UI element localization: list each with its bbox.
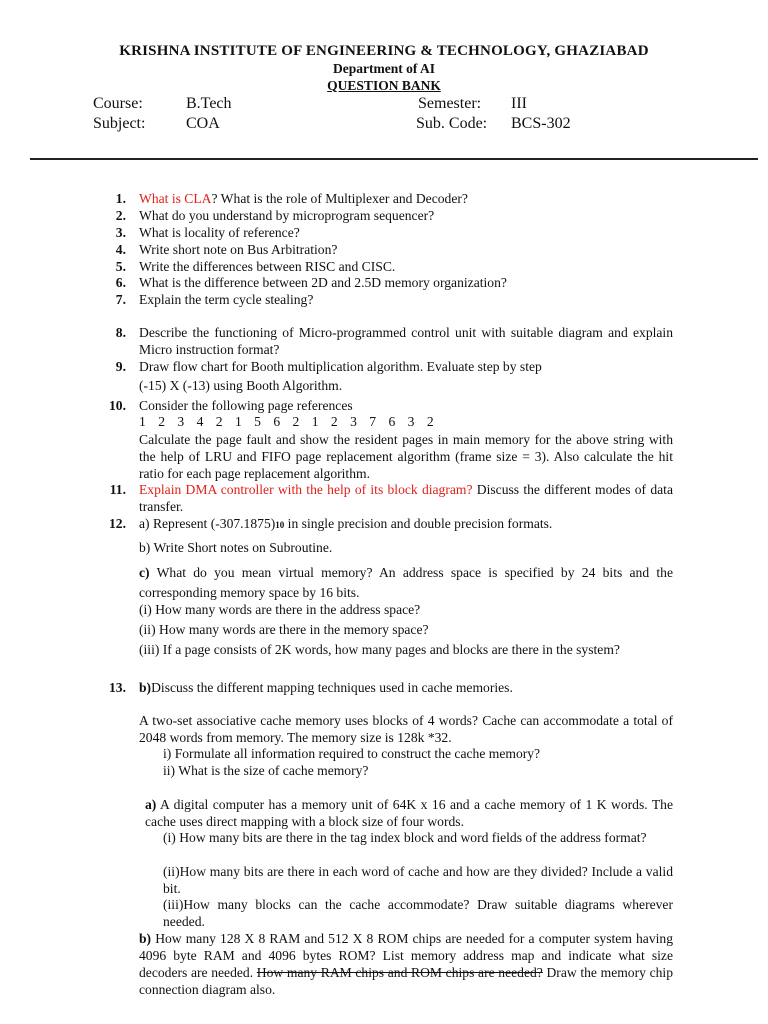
question-13-part-ii: ii) What is the size of cache memory? [163,763,369,778]
page-reference-string [139,413,446,430]
course-label: Course: [93,95,143,112]
question-number: 8. [115,325,126,340]
question-text: Discuss the different mapping techniques used in cache memories. [151,680,513,695]
question-8: Describe the functioning of Micro-programmed control unit with suitable diagram and explain Micro instruction format? [139,325,673,357]
question-13a-ii: (ii)How many bits are there in each word of cache and how are they divided? Include a valid bit. [163,864,673,896]
question-1 [139,190,468,207]
question-13a-iii: (iii)How many blocks can the cache accommodate? Draw suitable diagrams wherever needed. [163,897,673,929]
subcode-label: Sub. Code: [416,115,488,132]
page-ref: 1 [139,414,146,429]
sub-label: b) [139,931,152,946]
page-ref: 2 [426,414,434,429]
page-ref: 1 [234,414,242,429]
question-text: a) Represent (-307.1875) [139,516,276,531]
question-text: in single precision and double precision formats. [284,516,553,531]
page-ref: 2 [158,414,165,429]
question-4: Write short note on Bus Arbitration? [139,242,338,257]
question-10-text: Calculate the page fault and show the resident pages in main memory for the above string with the help of LRU and FIFO page replacement algorithm (frame size = 3). Also calculate the hit ratio for each page replacement algorithm. [139,432,673,481]
semester-value: III [511,95,527,112]
question-2: What do you understand by microprogram sequencer? [139,208,435,223]
question-12c-i: (i) How many words are there in the address space? [139,602,421,617]
question-12c-ii: (ii) How many words are there in the memory space? [139,622,429,637]
course-value: B.Tech [186,95,232,112]
question-text: How many 128 X 8 RAM and 512 X 8 ROM chips are needed for a computer system having 4096 byte RAM and 4096 bytes ROM? List memory address map and indicate what size decoders are needed. [139,931,673,980]
highlighted-text: What is CLA [139,191,212,206]
struck-text: How many RAM chips and ROM chips are needed? [256,965,543,980]
question-number: 9. [115,359,126,374]
question-7: Explain the term cycle stealing? [139,292,314,307]
question-9-line-1: Draw flow chart for Booth multiplication algorithm. Evaluate step by step [139,359,542,374]
question-number: 13. [109,680,126,695]
page-ref: 6 [388,414,396,429]
question-text: What do you mean virtual memory? An address space is specified by 24 bits and the corresponding memory space by 16 bits. [139,565,673,600]
question-12b: b) Write Short notes on Subroutine. [139,540,333,555]
page-ref: 6 [273,414,281,429]
header-divider [30,158,758,160]
page-ref: 3 [177,414,185,429]
question-3: What is locality of reference? [139,225,300,240]
question-6: What is the difference between 2D and 2.5D memory organization? [139,275,507,290]
question-number: 3. [115,225,126,240]
question-text: ? What is the role of Multiplexer and Decoder? [211,191,468,206]
question-number: 6. [115,275,126,290]
question-13-part-i: i) Formulate all information required to construct the cache memory? [163,746,541,761]
question-number: 10. [109,398,126,413]
subject-value: COA [186,115,220,132]
question-13a-i: (i) How many bits are there in the tag index block and word fields of the address format? [163,830,647,845]
question-12a [139,515,552,534]
question-13-b2 [139,930,673,998]
question-text: A digital computer has a memory unit of 64K x 16 and a cache memory of 1 K words. The cache uses direct mapping with a block size of four words. [145,797,673,829]
subject-label: Subject: [93,115,146,132]
institute-name: KRISHNA INSTITUTE OF ENGINEERING & TECHNOLOGY, GHAZIABAD [119,43,649,59]
page-ref: 1 [311,414,319,429]
page-ref: 4 [196,414,204,429]
page-ref: 2 [215,414,223,429]
question-text: Draw the memory chip connection diagram also. [139,965,673,997]
question-5: Write the differences between RISC and CISC. [139,259,396,274]
page-ref: 2 [330,414,338,429]
page-ref: 7 [369,414,377,429]
question-number: 2. [115,208,126,223]
question-9-line-2: (-15) X (-13) using Booth Algorithm. [139,378,343,393]
question-13a [145,796,673,830]
sub-label: c) [139,565,150,580]
question-10-intro: Consider the following page references [139,398,353,413]
question-11 [139,481,673,515]
page-ref: 5 [254,414,261,429]
page-ref: 3 [350,414,357,429]
sub-label: a) [145,797,157,812]
question-number: 4. [115,242,126,257]
semester-label: Semester: [418,95,482,112]
sub-label: b) [139,680,152,695]
document-title: QUESTION BANK [327,78,441,93]
question-number: 11. [109,482,126,497]
page-ref: 2 [292,414,300,429]
question-13-paragraph: A two-set associative cache memory uses blocks of 4 words? Cache can accommodate a total of 2048 words from memory. The memory size is 128k *32. [139,713,673,745]
question-number: 7. [115,292,126,307]
subcode-value: BCS-302 [511,115,571,132]
question-number: 12. [109,516,126,531]
department-name: Department of AI [333,61,435,76]
question-text: Discuss the different modes of data transfer. [139,482,673,514]
subscript: 10 [275,520,285,530]
page-ref: 3 [407,414,415,429]
question-13b [139,679,513,696]
highlighted-text: Explain DMA controller with the help of its block diagram? [139,482,473,497]
question-number: 1. [115,191,126,206]
question-12c-iii: (iii) If a page consists of 2K words, how many pages and blocks are there in the system? [139,642,620,657]
question-12c [139,563,673,602]
question-number: 5. [115,259,126,274]
